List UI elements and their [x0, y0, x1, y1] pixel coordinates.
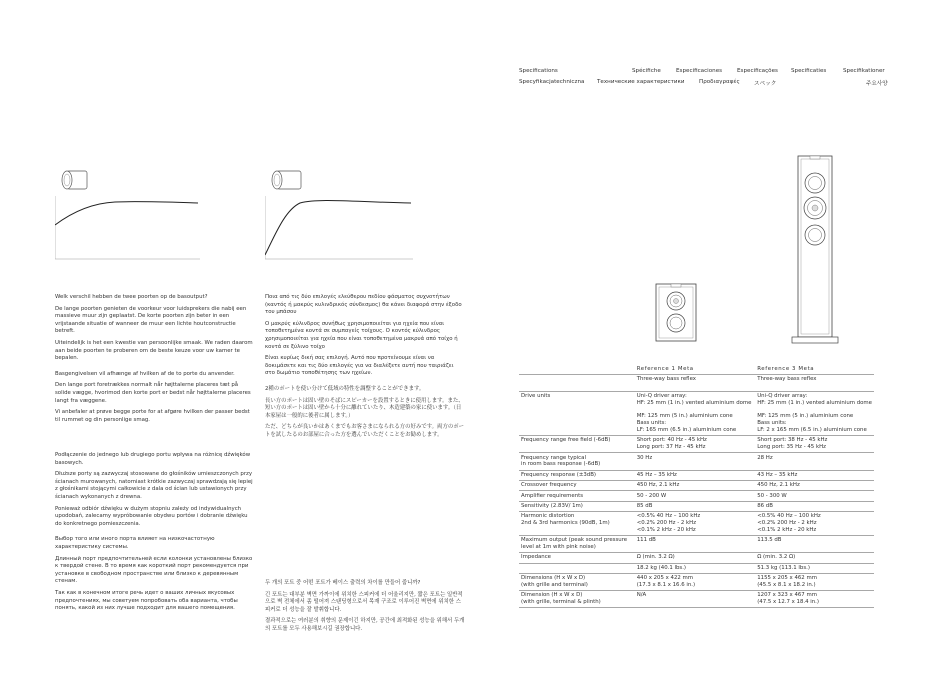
- lang-specifications-en: Specifications: [519, 68, 558, 74]
- table-row: [519, 480, 874, 490]
- row-value-reference-1: [635, 374, 756, 391]
- table-row: [519, 501, 874, 511]
- cell-line: LF: 165 mm (6.5 in.) aluminium cone: [636, 427, 737, 434]
- row-value-reference-3: [755, 436, 874, 453]
- row-label: [519, 591, 635, 608]
- cell-line: <0.5% 40 Hz – 100 kHz: [757, 513, 821, 520]
- cell-line: 450 Hz, 2.1 kHz: [757, 482, 800, 489]
- lang-specifications-ru: Технические характеристики: [597, 79, 685, 85]
- cell-line: [757, 407, 872, 414]
- cell-line: Bass units:: [636, 420, 667, 427]
- cell-line: <0.2% 200 Hz - 2 kHz: [636, 520, 697, 527]
- row-value-reference-1: [635, 491, 756, 501]
- cell-line: Harmonic distortion: [521, 513, 575, 520]
- lang-specifications-pt: Especificações: [737, 68, 778, 74]
- cell-line: Short port: 40 Hz - 45 kHz: [636, 437, 707, 444]
- japanese-section: [265, 386, 465, 440]
- row-label: [519, 480, 635, 490]
- table-row: [519, 591, 874, 608]
- cell-line: 1207 x 323 x 467 mm: [757, 592, 817, 599]
- row-value-reference-1: [635, 591, 756, 608]
- lang-specifications-es: Especificaciones: [676, 68, 723, 74]
- cell-line: Frequency range free field (-6dB): [521, 437, 611, 444]
- cell-line: HF: 25 mm (1 in.) vented aluminium dome: [757, 399, 872, 406]
- table-header-row: [519, 364, 874, 374]
- cell-line: 45 Hz – 35 kHz: [636, 471, 677, 478]
- table-row: [519, 512, 874, 536]
- cell-line: 113.5 dB: [757, 537, 782, 544]
- row-label: [519, 391, 635, 435]
- row-label: [519, 501, 635, 511]
- cell-line: 18.2 kg (40.1 lbs.): [636, 564, 687, 571]
- cell-line: HF: 25 mm (1 in.) vented aluminium dome: [636, 399, 752, 406]
- long-port-response-graph: [265, 165, 413, 260]
- russian-paragraph-1: Выбор того или иного порта влияет на низкочастотную характеристику системы.: [55, 536, 215, 550]
- header-blank-cell: [519, 364, 635, 374]
- table-row: [519, 573, 874, 590]
- cell-line: 50 - 200 W: [636, 492, 667, 499]
- lang-specifications-pl: Specyfikacjatechniczna: [519, 79, 585, 85]
- cell-line: 86 dB: [757, 502, 773, 509]
- cell-line: (with grille and terminal): [521, 581, 588, 588]
- row-value-reference-1: [635, 553, 756, 563]
- cell-line: 2nd & 3rd harmonics (90dB, 1m): [521, 520, 610, 527]
- danish-section: [55, 371, 255, 425]
- column-2-text: [265, 294, 465, 444]
- russian-paragraph-3: Так как в конечном итоге речь идет о ваших личных вкусовых предпочтениях, мы советуем попробовать оба варианта, чтобы понять, какой из них лучше подходит для вашего помещения.: [55, 589, 238, 612]
- row-value-reference-3: [755, 480, 874, 490]
- greek-paragraph-1: Ποια από τις δύο επιλογές ελεύθερου πεδίου φάσματος συχνοτήτων (καντός ή μακρύς κυλινδρικός σύνδεσμος) θα κάνει διαφορά στην έξοδο του μπάσου: [265, 294, 462, 316]
- row-value-reference-1: [635, 512, 756, 536]
- row-value-reference-3: [755, 491, 874, 501]
- row-value-reference-1: [635, 436, 756, 453]
- cell-line: Uni-Q driver array:: [636, 393, 687, 400]
- cell-line: Long port: 35 Hz - 45 kHz: [757, 444, 826, 451]
- table-row: [519, 436, 874, 453]
- cell-line: 50 - 300 W: [757, 492, 787, 499]
- column-2-text-lower: [265, 580, 465, 638]
- korean-paragraph-1: 두 개의 포트 중 어떤 포트가 베이스 출력의 차이를 만들어 줍니까?: [265, 580, 421, 586]
- cell-line: (47.5 x 12.7 x 18.4 in.): [757, 599, 819, 606]
- russian-section: [55, 536, 255, 612]
- port-tube-icon: [272, 171, 301, 189]
- polish-paragraph-2: Dłuższe porty są zazwyczaj stosowane do głośników umieszczonych przy ścianach murowanych, natomiast krótkie zazwyczaj sprawdzają się lepiej z głośnikami stojącymi całkowicie z dala od ścian lub ustawionych przy ścianach wykonanych z drewna.: [55, 471, 253, 500]
- cell-line: Bass units:: [757, 420, 787, 427]
- korean-section: [265, 580, 465, 634]
- row-label: [519, 453, 635, 470]
- polish-paragraph-3: Ponieważ odbiór dźwięku w dużym stopniu zależy od indywidualnych upodobań, zalecamy wypróbowanie obydwu portów i dobranie dźwięku do konkretnego pomieszczenia.: [55, 505, 248, 527]
- cell-line: Three-way bass reflex: [636, 375, 696, 382]
- row-label: [519, 470, 635, 480]
- cell-line: 28 Hz: [757, 454, 773, 461]
- row-value-reference-1: [635, 536, 756, 553]
- danish-paragraph-3: Vi anbefaler at prøve begge porte for at afgøre hvilken der passer bedst til rummet og din personlige smag.: [55, 409, 250, 423]
- cell-line: Dimension (H x W x D): [521, 592, 583, 599]
- row-value-reference-3: [755, 391, 874, 435]
- row-value-reference-3: [755, 374, 874, 391]
- cell-line: 450 Hz, 2.1 kHz: [636, 482, 680, 489]
- cell-line: (45.5 x 8.1 x 18.2 in.): [757, 581, 816, 588]
- cell-line: Maximum output (peak sound pressure: [521, 537, 628, 544]
- row-value-reference-3: [755, 470, 874, 480]
- cell-line: Frequency range typical: [521, 454, 586, 461]
- dutch-paragraph-2: De lange poorten genieten de voorkeur voor luidsprekers die nabij een massieve muur zijn geplaatst. De korte poorten zijn beter in een vrijstaande situatie of wanneer de muur een lichte houtconstructie betreft.: [55, 305, 247, 335]
- lang-specifications-ja: スペック: [754, 81, 777, 87]
- row-value-reference-1: [635, 391, 756, 435]
- cell-line: (with grille, terminal & plinth): [521, 599, 601, 606]
- cell-line: Frequency response (±3dB): [521, 471, 597, 478]
- cell-line: Short port: 38 Hz - 45 kHz: [757, 437, 828, 444]
- cell-line: Impedance: [521, 554, 552, 561]
- row-value-reference-1: [635, 501, 756, 511]
- row-value-reference-3: [755, 536, 874, 553]
- cell-line: 1155 x 205 x 462 mm: [757, 575, 817, 582]
- lang-specifications-it: Spécifiche: [632, 68, 661, 74]
- cell-line: [521, 565, 633, 572]
- cell-line: Amplifier requirements: [521, 492, 584, 499]
- specifications-table: [519, 364, 874, 608]
- reference-1-meta-speaker-illustration: [655, 283, 697, 343]
- polish-paragraph-1: Podłączenie do jednego lub drugiego portu wpływa na różnicę dźwięków basowych.: [55, 452, 251, 466]
- model-header-reference-3: Reference 3 Meta: [755, 364, 874, 374]
- short-port-response-graph: [55, 165, 200, 260]
- cell-line: <0.5% 40 Hz – 100 kHz: [636, 513, 701, 520]
- cell-line: Crossover frequency: [521, 482, 577, 489]
- japanese-paragraph-2: 長い方のポートは固い壁のそばにスピーカーを設置するときに使用します。また、短い方のポートは固い壁から十分に離れていたり、木造建築の家に使います。（日本家屋は一般的に後者に属します。）: [265, 397, 464, 419]
- row-value-reference-1: [635, 453, 756, 470]
- lang-specifications-ko: 주요사양: [866, 81, 888, 87]
- column-1-text: [55, 294, 255, 428]
- row-label: [519, 491, 635, 501]
- cell-line: LF: 2 x 165 mm (6.5 in.) aluminium cone: [757, 427, 867, 434]
- korean-paragraph-2: 긴 포트는 대부분 벽면 가까이에 위치한 스피커에 더 어울리지만, 짧은 포트는 일반적으로 벽 전체에서 좀 떨어져 스탠딩형으로서 목재 구조로 이루어진 벽면에 위치한 스피커로 더 성능을 잘 발휘합니다.: [265, 591, 463, 613]
- row-label: [519, 436, 635, 453]
- table-row: [519, 470, 874, 480]
- cell-line: 111 dB: [636, 537, 656, 544]
- column-1-text-lower: [55, 452, 255, 617]
- dutch-paragraph-3: Uiteindelijk is het een kwestie van persoonlijke smaak. We raden daarom aan beide poorten te proberen om de beste keuze voor uw kamer te bepalen.: [55, 339, 253, 362]
- cell-line: Ω (min. 3.2 Ω): [757, 554, 796, 561]
- row-value-reference-1: [635, 480, 756, 490]
- row-value-reference-1: [635, 563, 756, 573]
- row-label: [519, 374, 635, 391]
- cell-line: <0.2% 200 Hz - 2 kHz: [757, 520, 817, 527]
- row-label: [519, 553, 635, 563]
- cell-line: MF: 125 mm (5 in.) aluminium cone: [636, 413, 733, 420]
- cell-line: Ω (min. 3.2 Ω): [636, 554, 675, 561]
- row-value-reference-3: [755, 553, 874, 563]
- greek-paragraph-3: Είναι κυρίως δική σας επιλογή. Αυτό που προτείνουμε είναι να δοκιμάσετε και τις δύο επιλογές για να διαλέξετε αυτή που ταιριάζει στο δωμάτιο τοποθέτησης των ηχείων.: [265, 355, 454, 377]
- port-tube-icon: [62, 171, 87, 189]
- japanese-paragraph-3: ただ、どちらが良いかはあくまでもお客さまになられる方の好みです。両方のポートを試したるのお部屋に合った方を選んでいただくことをお勧めします。: [265, 424, 465, 438]
- row-value-reference-1: [635, 470, 756, 480]
- row-value-reference-3: [755, 563, 874, 573]
- danish-paragraph-2: Den lange port foretrækkes normalt når højttalerne placeres tæt på solide vægge, hvorimod den korte port er bedst når højttalerne placeres langt fra væggene.: [55, 382, 251, 404]
- row-value-reference-3: [755, 512, 874, 536]
- cell-line: (17.3 x 8.1 x 16.6 in.): [636, 581, 696, 588]
- cell-line: MF: 125 mm (5 in.) aluminium cone: [757, 413, 854, 420]
- danish-paragraph-1: Basgengivelsen vil afhænge af hvilken af de to porte du anvender.: [55, 370, 235, 377]
- cell-line: [521, 376, 633, 383]
- table-row: [519, 536, 874, 553]
- cell-line: Sensitivity (2.83V/ 1m): [521, 502, 583, 509]
- cell-line: 51.3 kg (113.1 lbs.): [757, 564, 810, 571]
- korean-paragraph-3: 결과적으로는 여러분의 취향의 문제이긴 하지만, 공간에 최적화된 성능을 위해서 두개의 포트를 모두 사용해보시길 권장합니다.: [265, 618, 465, 632]
- cell-line: Three-way bass reflex: [757, 375, 817, 382]
- cell-line: 43 Hz – 35 kHz: [757, 471, 798, 478]
- table-row: [519, 563, 874, 573]
- row-label: [519, 573, 635, 590]
- reference-3-meta-speaker-illustration: [790, 155, 840, 345]
- greek-paragraph-2: Ο μακρύς κύλινδρος συνήθως χρησιμοποιείται για ηχεία που είναι τοποθετημένα κοντά σε συμπαγείς τοίχους. Ο κοντός κύλινδρος χρησιμοποιείται για ηχεία που είναι τοποθετημένα μακρυά από τοίχο ή κοντά σε ξύλινο τοίχο: [265, 320, 458, 350]
- cell-line: level at 1m with pink noise): [521, 544, 596, 551]
- russian-paragraph-2: Длинный порт предпочтительней если колонки установлены близко к твердой стене. В то время как короткий порт рекомендуется при установке в свободном пространстве или близко к деревянным стенам.: [55, 555, 253, 585]
- cell-line: N/A: [636, 592, 647, 599]
- row-value-reference-1: [635, 573, 756, 590]
- cell-line: in room bass response (-6dB): [521, 461, 601, 468]
- lang-specifications-da: Specifikationer: [843, 68, 885, 74]
- table-row: [519, 491, 874, 501]
- lang-specifications-nl: Specificaties: [791, 68, 827, 74]
- row-label: [519, 512, 635, 536]
- row-value-reference-3: [755, 453, 874, 470]
- cell-line: <0.1% 2 kHz - 20 kHz: [636, 526, 696, 533]
- greek-section: [265, 294, 465, 378]
- table-row: [519, 374, 874, 391]
- cell-line: [521, 383, 633, 390]
- lang-specifications-el: Προδιαγραφές: [699, 79, 740, 85]
- cell-line: 30 Hz: [636, 454, 653, 461]
- cell-line: Drive units: [521, 393, 551, 400]
- row-label: [519, 536, 635, 553]
- row-value-reference-3: [755, 501, 874, 511]
- table-row: [519, 391, 874, 435]
- dutch-section: [55, 294, 255, 363]
- row-value-reference-3: [755, 573, 874, 590]
- cell-line: [637, 407, 754, 414]
- cell-line: Long port: 37 Hz - 45 kHz: [636, 444, 706, 451]
- table-row: [519, 453, 874, 470]
- cell-line: 440 x 205 x 422 mm: [636, 575, 694, 582]
- japanese-paragraph-1: 2種のポートを使い分けて低域の特性を調整することができます。: [265, 385, 425, 392]
- dutch-paragraph-1: Welk verschil hebben de twee poorten op de basoutput?: [55, 294, 208, 300]
- row-label: [519, 563, 635, 573]
- polish-section: [55, 452, 255, 528]
- table-row: [519, 553, 874, 563]
- model-header-reference-1: Reference 1 Meta: [635, 364, 756, 374]
- cell-line: Uni-Q driver array:: [757, 393, 808, 400]
- cell-line: 85 dB: [636, 502, 653, 509]
- row-value-reference-3: [755, 591, 874, 608]
- cell-line: Dimensions (H x W x D): [521, 575, 586, 582]
- cell-line: <0.1% 2 kHz - 20 kHz: [757, 526, 817, 533]
